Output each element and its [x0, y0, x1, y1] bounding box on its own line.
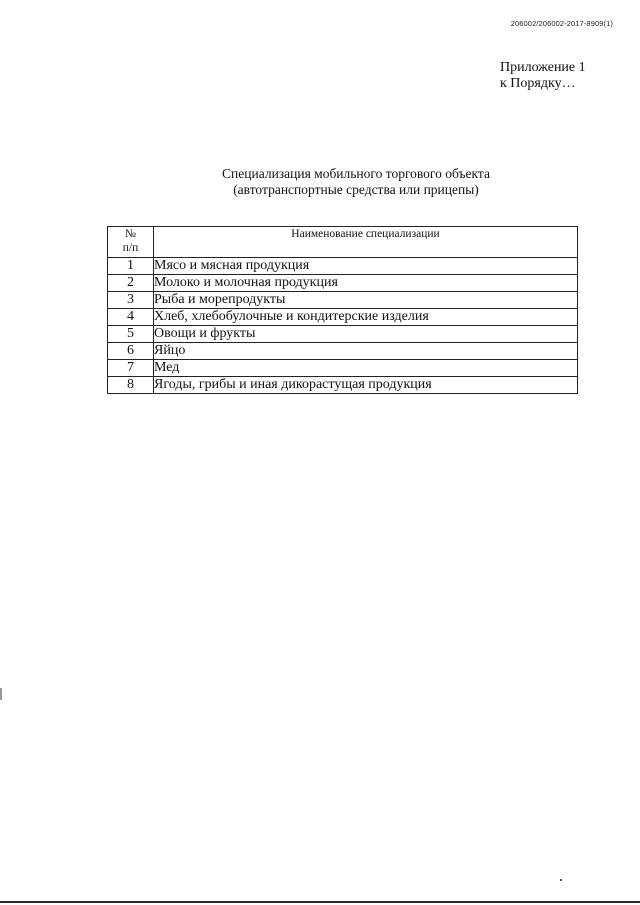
specialization-table [107, 226, 578, 394]
row-number: 4 [108, 309, 154, 326]
row-name: Ягоды, грибы и иная дикорастущая продукция [154, 377, 578, 394]
header-number [108, 227, 154, 258]
table-row [108, 258, 578, 275]
table-row [108, 292, 578, 309]
row-name: Хлеб, хлебобулочные и кондитерские изделия [154, 309, 578, 326]
appendix-note [500, 60, 586, 92]
row-name: Мясо и мясная продукция [154, 258, 578, 275]
table-row [108, 377, 578, 394]
scan-dot [560, 879, 562, 881]
appendix-line-2: к Порядку… [500, 76, 576, 91]
title-line-2: (автотранспортные средства или прицепы) [233, 182, 479, 197]
table-header-row [108, 227, 578, 258]
row-name: Рыба и морепродукты [154, 292, 578, 309]
table-row [108, 326, 578, 343]
row-number: 3 [108, 292, 154, 309]
header-number-line-1: № [125, 228, 136, 240]
header-number-line-2: п/п [122, 242, 139, 254]
row-name: Овощи и фрукты [154, 326, 578, 343]
table-row [108, 275, 578, 292]
table-row [108, 309, 578, 326]
document-title [0, 166, 640, 198]
row-name: Мед [154, 360, 578, 377]
table-row [108, 360, 578, 377]
row-number: 1 [108, 258, 154, 275]
row-name: Молоко и молочная продукция [154, 275, 578, 292]
row-number: 5 [108, 326, 154, 343]
row-number: 8 [108, 377, 154, 394]
header-name: Наименование специализации [154, 227, 578, 258]
scan-edge-mark [0, 688, 2, 700]
table-row [108, 343, 578, 360]
appendix-line-1: Приложение 1 [500, 60, 586, 75]
row-number: 6 [108, 343, 154, 360]
document-id: 206002/206002-2017-8909(1) [510, 19, 613, 28]
scan-bottom-edge [0, 901, 640, 903]
row-name: Яйцо [154, 343, 578, 360]
row-number: 2 [108, 275, 154, 292]
title-line-1: Специализация мобильного торгового объекта [222, 166, 490, 181]
row-number: 7 [108, 360, 154, 377]
